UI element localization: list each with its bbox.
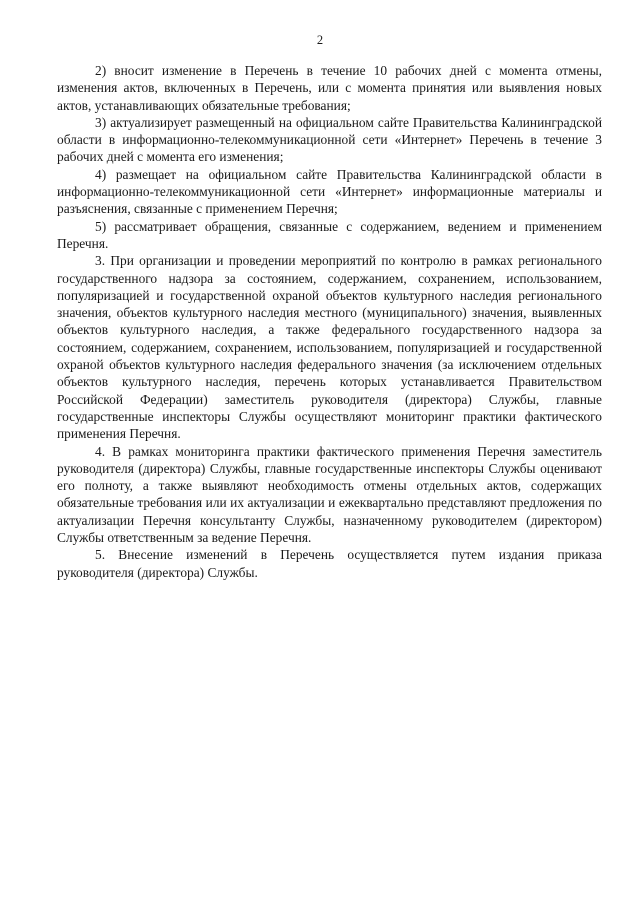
paragraph-section-4: 4. В рамках мониторинга практики фактического применения Перечня заместитель руководителя (директора) Службы, главные государственные инспекторы Службы оценивают его полноту, а также выявляют необходимость отмены отдельных актов, содержащих обязательные требования или их актуализации и ежеквартально представляют предложения по актуализации Перечня консультанту Службы, назначенному руководителем (директором) Службы ответственным за ведение Перечня. [57,443,602,546]
paragraph-section-3: 3. При организации и проведении мероприятий по контролю в рамках регионального государственного надзора за состоянием, содержанием, сохранением, использованием, популяризацией и государственной охраной объектов культурного наследия регионального значения, объектов культурного наследия местного (муниципального) значения, выявленных объектов культурного наследия, а также федерального государственного надзора за состоянием, содержанием, сохранением, использованием, популяризацией и государственной охраной объектов культурного наследия федерального значения (за исключением отдельных объектов культурного наследия, перечень которых устанавливается Правительством Российской Федерации) заместитель руководителя (директора) Службы, главные государственные инспекторы Службы осуществляют мониторинг практики фактического применения Перечня. [57,253,602,442]
paragraph-section-5: 5. Внесение изменений в Перечень осуществляется путем издания приказа руководителя (директора) Службы. [57,547,602,580]
paragraph-item-3: 3) актуализирует размещенный на официальном сайте Правительства Калининградской области в информационно-телекоммуникационной сети «Интернет» Перечень в течение 3 рабочих дней с момента его изменения; [57,114,602,165]
paragraph-item-2: 2) вносит изменение в Перечень в течение 10 рабочих дней с момента отмены, изменения актов, включенных в Перечень, или с момента принятия или выявления новых актов, устанавливающих обязательные требования; [57,63,602,113]
page-number: 2 [316,33,324,47]
paragraph-item-4: 4) размещает на официальном сайте Правительства Калининградской области в информационно-телекоммуникационной сети «Интернет» информационные материалы и разъяснения, связанные с применением Перечня; [57,166,602,217]
document-body [57,62,602,581]
paragraph-item-5: 5) рассматривает обращения, связанные с содержанием, ведением и применением Перечня. [57,218,602,251]
